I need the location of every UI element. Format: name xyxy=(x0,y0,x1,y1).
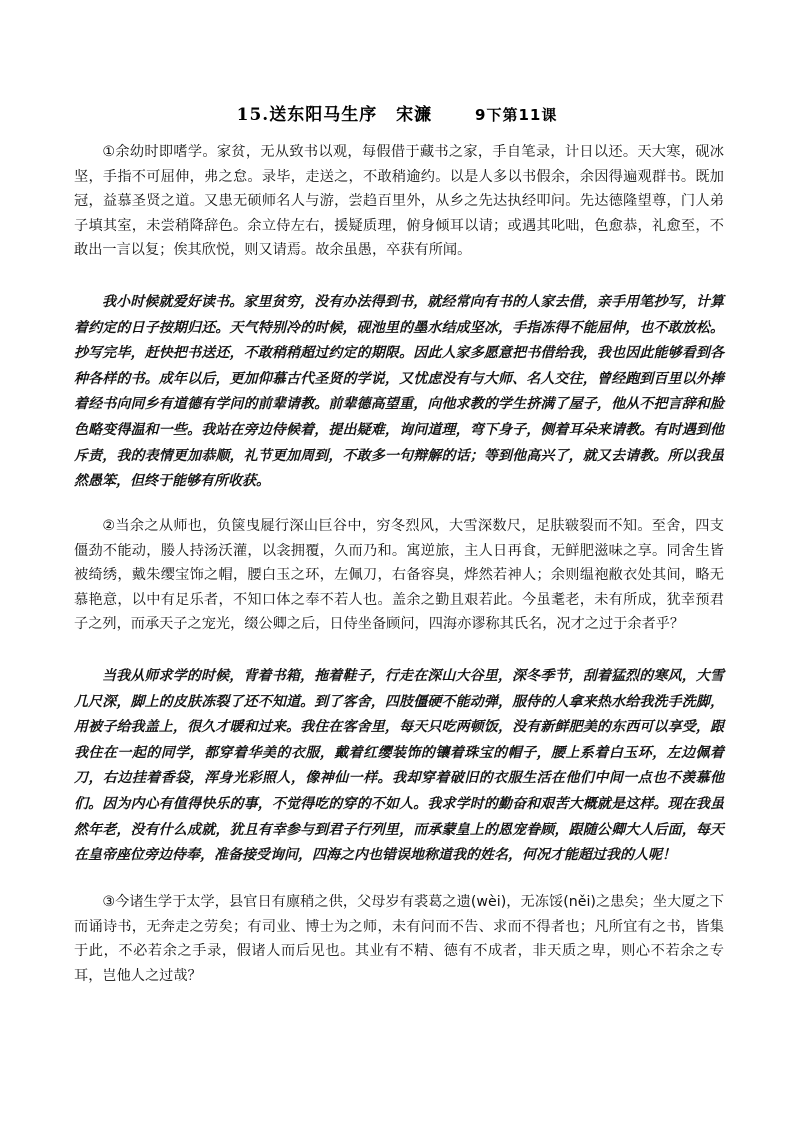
paragraph-1-original: ①余幼时即嗜学。家贫，无从致书以观，每假借于藏书之家，手自笔录，计日以还。天大寒，砚冰坚，手指不可屈伸，弗之怠。录毕，走送之，不敢稍逾约。以是人多以书假余，余因得遍观群书。既加冠，益慕圣贤之道。又患无硕师名人与游，尝趋百里外，从乡之先达执经叩问。先达德隆望尊，门人弟子填其室，未尝稍降辞色。余立侍左右，援疑质理，俯身倾耳以请；或遇其叱咄，色愈恭，礼愈至，不敢出一言以复；俟其欣悦，则又请焉。故余虽愚，卒获有所闻。 xyxy=(74,144,724,258)
author-name: 宋濂 xyxy=(396,105,433,125)
paragraph-3-original: ③今诸生学于太学，县官日有廪稍之供，父母岁有裘葛之遗(wèi)，无冻馁(něi)之患矣；坐大厦之下而诵诗书，无奔走之劳矣；有司业、博士为之师，未有问而不告、求而不得者也；凡所宜有之书，皆集于此，不必若余之手录，假诸人而后见也。其业有不精、德有不成者，非天质之卑，则心不若余之专耳，岂他人之过哉？ xyxy=(74,894,724,984)
paragraph-1-translation: 我小时候就爱好读书。家里贫穷，没有办法得到书，就经常向有书的人家去借，亲手用笔抄写，计算着约定的日子按期归还。天气特别冷的时候，砚池里的墨水结成坚冰，手指冻得不能屈伸，也不敢放松。抄写完毕，赶快把书送还，不敢稍稍超过约定的期限。因此人家多愿意把书借给我，我也因此能够看到各种各样的书。成年以后，更加仰慕古代圣贤的学说，又忧虑没有与大师、名人交往，曾经跑到百里以外捧着经书向同乡有道德有学问的前辈请教。前辈德高望重，向他求教的学生挤满了屋子，他从不把言辞和脸色略变得温和一些。我站在旁边侍候着，提出疑难，询问道理，弯下身子，侧着耳朵来请教。有时遇到他斥责，我的表情更加恭顺，礼节更加周到，不敢多一句辩解的话；等到他高兴了，就又去请教。所以我虽然愚笨，但终于能够有所收获。 xyxy=(74,294,724,490)
paragraph-2-original: ②当余之从师也，负箧曳屣行深山巨谷中，穷冬烈风，大雪深数尺，足肤皲裂而不知。至舍，四支僵劲不能动，媵人持汤沃灌，以衾拥覆，久而乃和。寓逆旅，主人日再食，无鲜肥滋味之享。同舍生皆被绮绣，戴朱缨宝饰之帽，腰白玉之环，左佩刀，右备容臭，烨然若神人；余则缊袍敝衣处其间，略无慕艳意，以中有足乐者，不知口体之奉不若人也。盖余之勤且艰若此。今虽耄老，未有所成，犹幸预君子之列，而承天子之宠光，缀公卿之后，日侍坐备顾问，四海亦谬称其氏名，况才之过于余者乎？ xyxy=(74,518,724,632)
page-title xyxy=(0,100,794,125)
lesson-title: 15.送东阳马生序 xyxy=(236,105,378,125)
course-label: 9下第11课 xyxy=(475,106,558,124)
paragraph-2-translation: 当我从师求学的时候，背着书箱，拖着鞋子，行走在深山大谷里，深冬季节，刮着猛烈的寒风，大雪几尺深，脚上的皮肤冻裂了还不知道。到了客舍，四肢僵硬不能动弹，服侍的人拿来热水给我洗手洗脚，用被子给我盖上，很久才暖和过来。我住在客舍里，每天只吃两顿饭，没有新鲜肥美的东西可以享受，跟我住在一起的同学，都穿着华美的衣服，戴着红缨装饰的镶着珠宝的帽子，腰上系着白玉环，左边佩着刀，右边挂着香袋，浑身光彩照人，像神仙一样。我却穿着破旧的衣服生活在他们中间一点也不羡慕他们。因为内心有值得快乐的事，不觉得吃的穿的不如人。我求学时的勤奋和艰苦大概就是这样。现在我虽然年老，没有什么成就，犹且有幸参与到君子行列里，而承蒙皇上的恩宠眷顾，跟随公卿大人后面，每天在皇帝座位旁边侍奉，准备接受询问，四海之内也错误地称道我的姓名，何况才能超过我的人呢！ xyxy=(74,668,724,864)
